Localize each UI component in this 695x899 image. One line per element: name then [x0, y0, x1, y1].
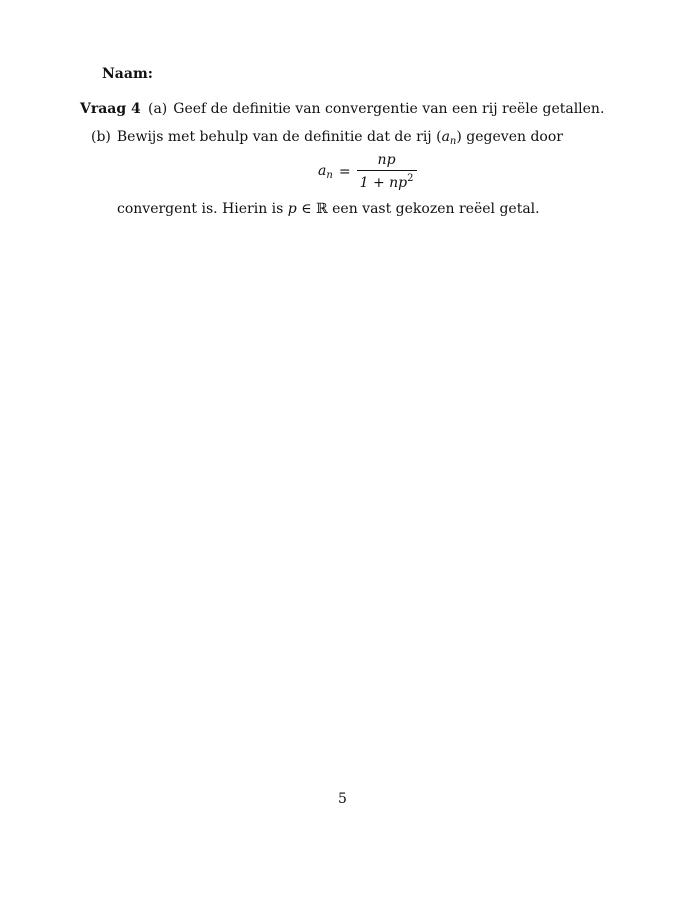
sequence-formula — [318, 152, 417, 191]
formula-lhs-var: a — [318, 162, 327, 179]
sequence-variable: a — [441, 129, 450, 145]
part-b-text-before: Bewijs met behulp van de definitie dat de rij ( — [116, 129, 442, 145]
continuation-before: convergent is. Hierin is — [117, 201, 288, 217]
question-part-a — [148, 101, 604, 117]
formula-denominator-exp: 2 — [407, 173, 414, 184]
part-b-continuation — [117, 201, 540, 217]
sequence-subscript: n — [449, 136, 457, 147]
formula-equals: = — [338, 163, 351, 180]
part-a-text: Geef de definitie van convergentie van een rij reële getallen. — [173, 101, 605, 117]
formula-denominator-base: 1 + np — [359, 175, 408, 191]
formula-lhs-sub: n — [326, 169, 333, 181]
question-part-b — [91, 129, 563, 147]
question-label: Vraag 4 — [80, 101, 141, 117]
formula-numerator: np — [357, 152, 417, 171]
formula-lhs — [318, 163, 333, 181]
part-a-marker: (a) — [148, 101, 168, 117]
continuation-set-symbol: ∈ ℝ — [296, 201, 333, 217]
part-b-text-after: ) gegeven door — [456, 129, 563, 145]
formula-denominator — [360, 171, 414, 191]
continuation-math-var: p — [287, 201, 297, 217]
student-name-label: Naam: — [102, 66, 153, 82]
page-number: 5 — [338, 791, 347, 807]
part-b-marker: (b) — [91, 129, 111, 145]
formula-fraction — [357, 152, 417, 191]
part-b-text — [117, 129, 563, 145]
continuation-after: een vast gekozen reëel getal. — [332, 201, 540, 217]
